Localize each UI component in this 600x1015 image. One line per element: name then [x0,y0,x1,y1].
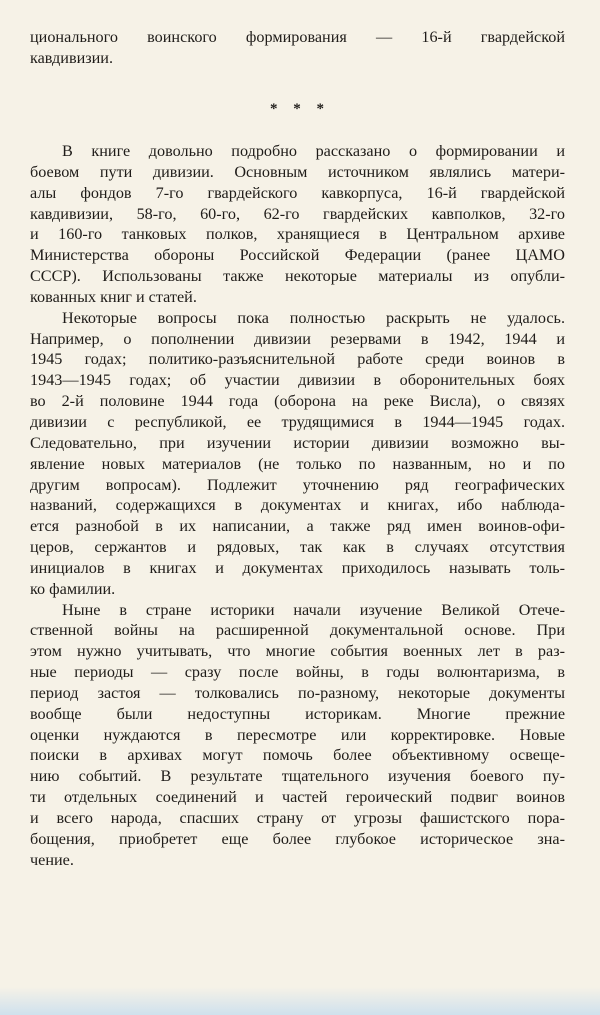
text-line: алы фондов 7-го гвардейского кавкорпуса, 16-й гвардейской [30,183,565,202]
top-paragraph [30,27,565,69]
paragraph-2 [30,308,565,600]
text-line: ционального воинского формирования — 16-й гвардейской [30,28,565,46]
text-line: боевом пути дивизии. Основным источником являлись матери- [30,162,565,181]
text-line: оценки нуждаются в пересмотре или корректировке. Новые [30,725,565,744]
text-line: церов, сержантов и рядовых, так как в случаях отсутствия [30,538,565,557]
text-line: и всего народа, спасших страну от угрозы фашистского пора- [30,809,565,827]
text-line: ственной войны на расширенной документальной основе. При [30,621,565,640]
text-line: бощения, приобретет еще более глубокое историческое зна- [30,829,565,848]
text-line: Министерства обороны Российской Федерации (ранее ЦАМО [30,246,565,265]
text-line: во 2-й половине 1944 года (оборона на реке Висла), о связях [30,392,565,411]
text-line: вообще были недоступны историкам. Многие прежние [30,704,565,723]
text-line: дивизии с республикой, ее трудящимися в 1944—1945 годах. [30,412,565,431]
text-line: этом нужно учитывать, что многие события военных лет в раз- [30,642,565,661]
text-line: 1945 годах; политико-разъяснительной работе среди воинов в [30,350,565,369]
text-line: чение. [30,850,74,869]
text-line: инициалов в книгах и документах приходилось называть толь- [30,558,565,577]
text-line: нию событий. В результате тщательного изучения боевого пу- [30,767,565,786]
text-line: и 160-го танковых полков, хранящиеся в Центральном архиве [30,225,565,244]
paragraph-3 [30,600,565,871]
text-line: СССР). Использованы также некоторые материалы из опубли- [30,267,565,286]
text-line: ти отдельных соединений и частей героический подвиг воинов [30,788,565,807]
text-line: поиски в архивах могут помочь более объективному освеще- [30,746,565,765]
text-line: названий, содержащихся в документах и книгах, ибо наблюда- [30,496,565,515]
text-line: Например, о пополнении дивизии резервами в 1942, 1944 и [30,329,565,348]
text-line: 1943—1945 годах; об участии дивизии в оборонительных боях [30,371,565,390]
text-line: период застоя — толковались по-разному, некоторые документы [30,683,565,702]
text-line: Некоторые вопросы пока полностью раскрыть не удалось. [62,308,565,327]
text-line: явление новых материалов (не только по названным, но и по [30,454,565,473]
text-line: ется разнобой в их написании, а также ряд имен воинов-офи- [30,517,565,536]
text-line: ко фамилии. [30,579,116,598]
text-line: ные периоды — сразу после войны, в годы волюнтаризма, в [30,663,565,682]
text-line: другим вопросам). Подлежит уточнению ряд географических [30,475,565,494]
paragraph-1 [30,141,565,308]
text-line: кованных книг и статей. [30,287,197,306]
page-bottom-edge [0,987,600,1015]
body-text [30,141,565,871]
text-line: Следовательно, при изучении истории дивизии возможно вы- [30,433,565,452]
text-line: кавдивизии. [30,48,114,67]
section-separator: * * * [270,101,330,117]
text-line: Ныне в стране историки начали изучение Великой Отече- [62,600,565,619]
text-line: кавдивизии, 58-го, 60-го, 62-го гвардейских кавполков, 32-го [30,204,565,223]
text-line: В книге довольно подробно рассказано о формировании и [62,142,565,160]
